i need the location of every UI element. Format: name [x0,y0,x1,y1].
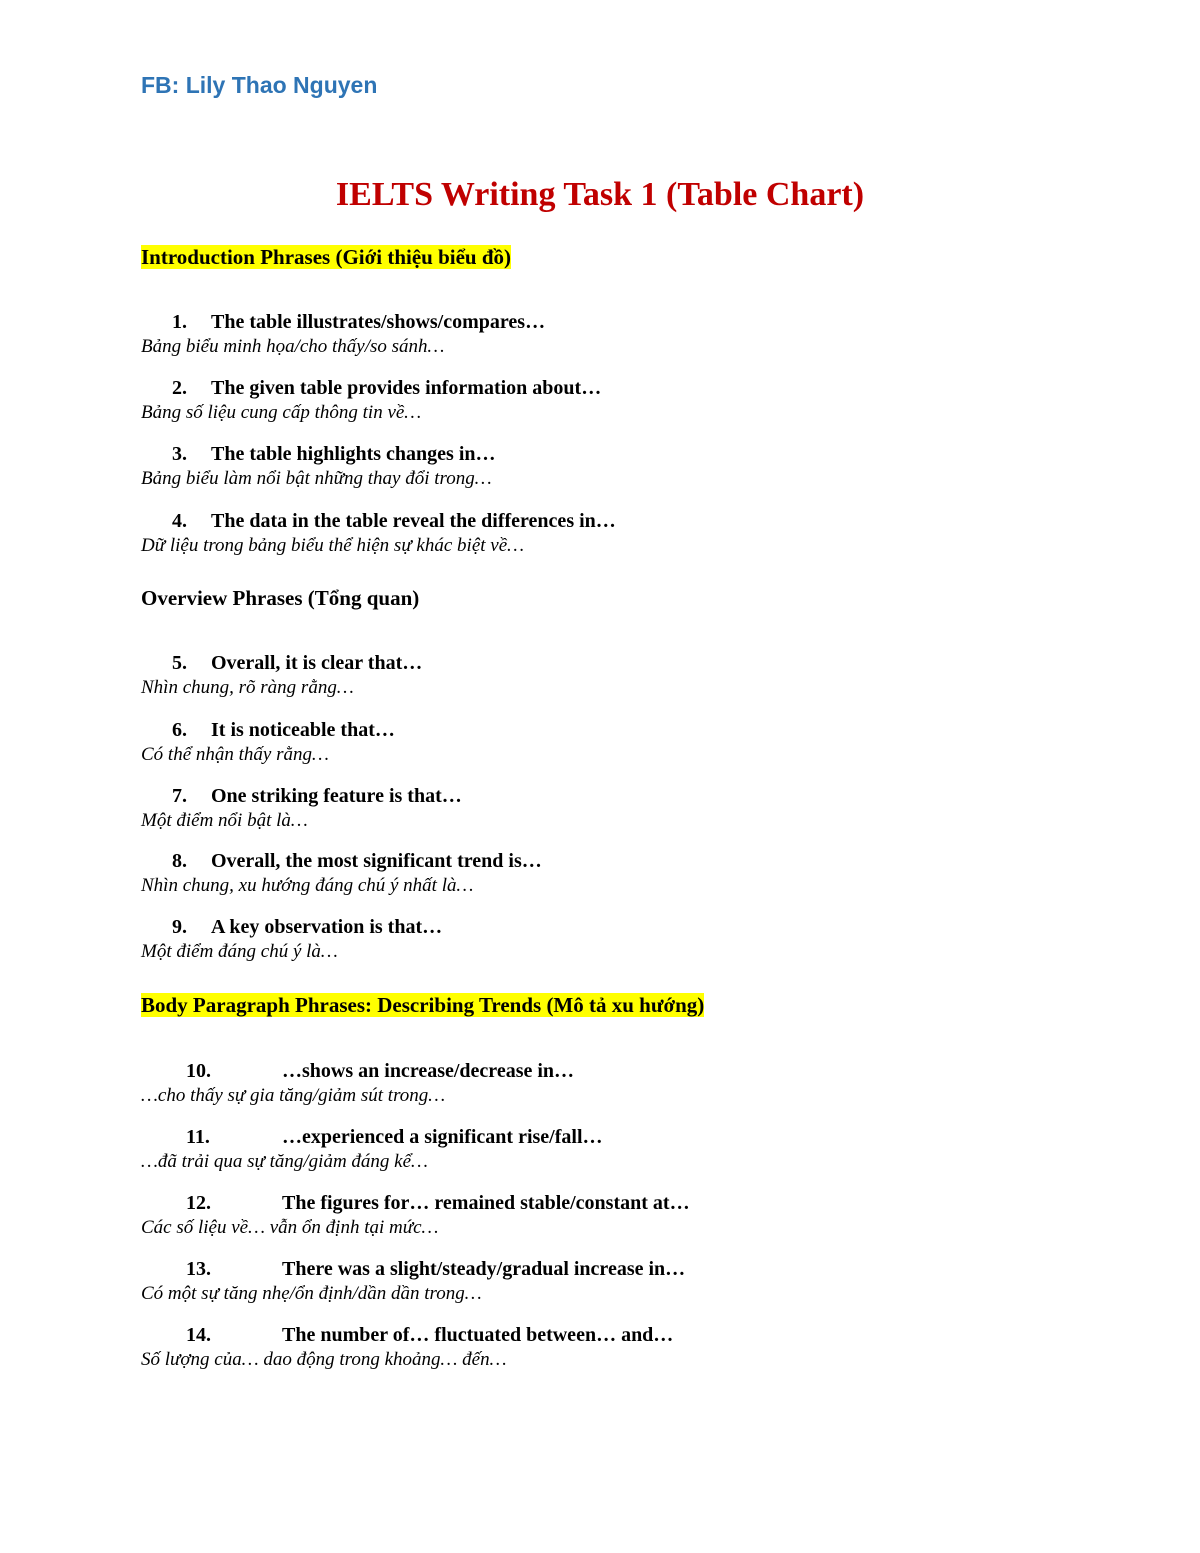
item-translation: Có thể nhận thấy rằng… [141,744,329,765]
item-translation: Một điểm đáng chú ý là… [141,941,338,962]
author-credit: FB: Lily Thao Nguyen [141,72,378,98]
section-heading-trends: Body Paragraph Phrases: Describing Trends (Mô tả xu hướng) [141,993,705,1017]
list-item [141,1190,1141,1240]
item-number: 7. [172,785,187,807]
item-number: 8. [172,850,187,872]
item-number: 4. [172,510,187,532]
list-item [141,1322,1141,1372]
item-phrase: The given table provides information about… [211,377,602,399]
item-translation: Một điểm nổi bật là… [141,810,308,831]
item-phrase: Overall, it is clear that… [211,652,423,674]
item-number: 5. [172,652,187,674]
item-number: 10. [186,1060,211,1082]
item-translation: Nhìn chung, rõ ràng rằng… [141,677,354,698]
item-phrase: The number of… fluctuated between… and… [282,1324,674,1346]
list-item [141,1058,1141,1108]
list-item [141,441,1141,491]
item-number: 2. [172,377,187,399]
list-item [141,1124,1141,1174]
item-translation: Bảng biểu minh họa/cho thấy/so sánh… [141,336,445,357]
item-translation: Bảng số liệu cung cấp thông tin về… [141,402,422,423]
section-heading-introduction: Introduction Phrases (Giới thiệu biểu đồ) [141,245,512,269]
item-translation: Nhìn chung, xu hướng đáng chú ý nhất là… [141,875,474,896]
list-item [141,508,1141,558]
list-item [141,1256,1141,1306]
item-translation: Các số liệu về… vẫn ổn định tại mức… [141,1217,439,1238]
item-phrase: It is noticeable that… [211,719,395,741]
item-translation: Bảng biểu làm nổi bật những thay đổi trong… [141,468,492,489]
list-item [141,848,1141,898]
item-phrase: Overall, the most significant trend is… [211,850,542,872]
item-translation: Số lượng của… dao động trong khoảng… đến… [141,1349,507,1370]
item-translation: …cho thấy sự gia tăng/giảm sút trong… [141,1085,446,1106]
item-phrase: …shows an increase/decrease in… [282,1060,575,1082]
item-phrase: The data in the table reveal the differences in… [211,510,616,532]
item-number: 1. [172,311,187,333]
item-translation: Có một sự tăng nhẹ/ổn định/dần dần trong… [141,1283,482,1304]
item-number: 13. [186,1258,211,1280]
section-heading-overview: Overview Phrases (Tổng quan) [141,586,420,610]
item-number: 12. [186,1192,211,1214]
item-phrase: The table highlights changes in… [211,443,496,465]
item-phrase: A key observation is that… [211,916,443,938]
item-number: 14. [186,1324,211,1346]
item-phrase: There was a slight/steady/gradual increase in… [282,1258,686,1280]
item-translation: …đã trải qua sự tăng/giảm đáng kể… [141,1151,428,1172]
item-phrase: …experienced a significant rise/fall… [282,1126,603,1148]
list-item [141,717,1141,767]
item-number: 3. [172,443,187,465]
item-number: 6. [172,719,187,741]
list-item [141,650,1141,700]
list-item [141,309,1141,359]
list-item [141,375,1141,425]
item-phrase: The table illustrates/shows/compares… [211,311,546,333]
item-translation: Dữ liệu trong bảng biểu thể hiện sự khác biệt về… [141,535,525,556]
list-item [141,914,1141,964]
item-number: 9. [172,916,187,938]
item-phrase: The figures for… remained stable/constant at… [282,1192,690,1214]
item-number: 11. [186,1126,210,1148]
item-phrase: One striking feature is that… [211,785,462,807]
page-title: IELTS Writing Task 1 (Table Chart) [335,176,865,213]
list-item [141,783,1141,833]
